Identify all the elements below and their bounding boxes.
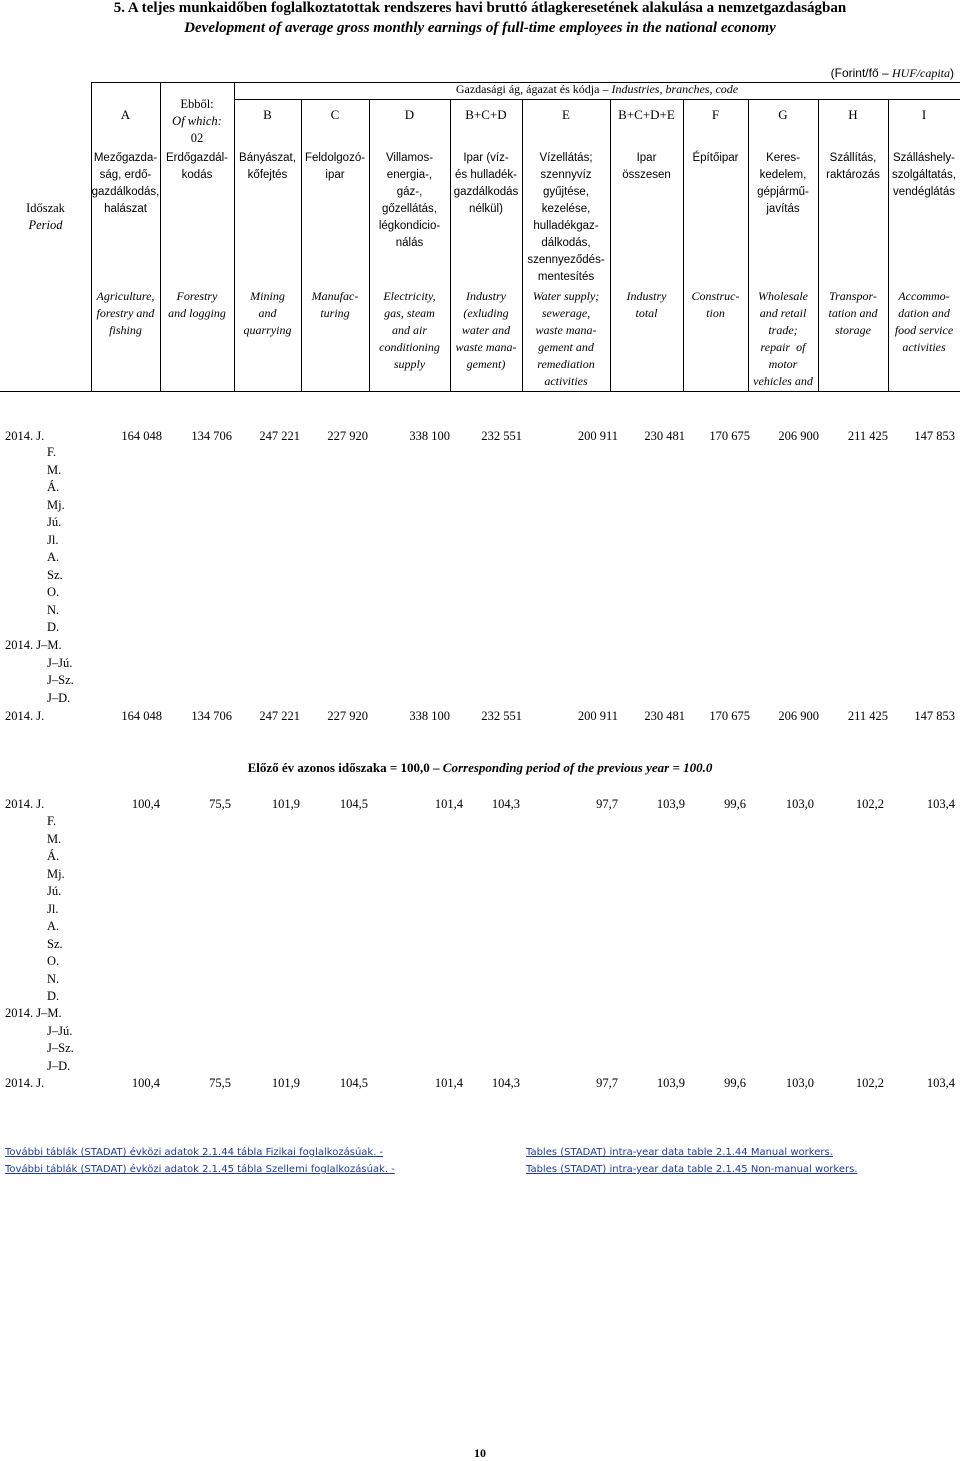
col-d-hu: Villamos- energia-, gáz-, gőzellátás, légkondicio- nálás — [378, 152, 441, 249]
cumulative-label: J–Jú. — [47, 1023, 73, 1038]
value-cell: 103,4 — [926, 797, 955, 811]
col-bcde-hu: Ipar összesen — [622, 152, 671, 181]
col-divider — [301, 99, 302, 392]
cumulative-label: 2014. J–M. — [5, 1006, 62, 1020]
value-cell: 200 911 — [577, 709, 618, 723]
unit-label: (Forint/fő – HUF/capita) — [830, 66, 954, 80]
value-cell: 97,7 — [596, 797, 618, 811]
col-b-hu: Bányászat, kőfejtés — [239, 152, 296, 181]
value-cell: 103,9 — [656, 797, 685, 811]
col-d-en: Electricity, gas, steam and air conditioning supply — [379, 289, 440, 371]
month-label: M. — [47, 462, 62, 477]
col-a-hu: Mezőgazda- ság, erdő- gazdálkodás, halászat — [91, 152, 160, 215]
col-divider — [91, 82, 92, 392]
header-bottom-rule — [0, 391, 960, 392]
value-cell: 104,5 — [339, 797, 368, 811]
value-cell: 103,0 — [785, 797, 814, 811]
code-b: B — [263, 107, 272, 122]
code-02-num: 02 — [190, 131, 204, 145]
value-cell: 164 048 — [121, 709, 162, 723]
month-label: Mj. — [47, 497, 65, 512]
cumulative-label: J–D. — [47, 1058, 71, 1073]
month-label: F. — [47, 814, 57, 828]
code-bcde: B+C+D+E — [618, 107, 675, 122]
link-stadat-manual-en[interactable]: Tables (STADAT) intra-year data table 2.1.44 Manual workers. — [526, 1147, 833, 1158]
group-rule — [234, 99, 960, 100]
period-header — [0, 200, 91, 234]
col-c-hu: Feldolgozó- ipar — [304, 152, 366, 181]
col-e-en: Water supply; sewerage, waste mana- gement and remediation activities — [532, 289, 600, 388]
code-a: A — [120, 107, 131, 122]
col-bcd-en: Industry (exluding water and waste mana- gement) — [455, 289, 517, 371]
col-g-hu: Keres- kedelem, gépjármű- javítás — [757, 152, 809, 215]
value-cell: 103,4 — [926, 1076, 955, 1090]
month-label: D. — [47, 620, 60, 634]
value-cell: 200 911 — [577, 429, 618, 443]
value-cell: 338 100 — [409, 429, 450, 443]
title-en: Development of average gross monthly earnings of full-time employees in the national economy — [184, 20, 776, 36]
row-label: 2014. J. — [5, 429, 45, 443]
value-cell: 247 221 — [259, 429, 300, 443]
value-cell: 75,5 — [209, 797, 231, 811]
value-cell: 230 481 — [644, 709, 685, 723]
col-02-en: Forestry and logging — [168, 289, 226, 320]
value-cell: 206 900 — [778, 429, 819, 443]
value-cell: 97,7 — [596, 1076, 618, 1090]
code-g: G — [778, 107, 788, 122]
table-row — [0, 796, 960, 813]
value-cell: 100,4 — [131, 1076, 160, 1090]
code-bcd: B+C+D — [465, 107, 507, 122]
month-label: A. — [47, 919, 60, 933]
period-en: Period — [28, 218, 63, 232]
value-cell: 206 900 — [778, 709, 819, 723]
value-cell: 99,6 — [724, 797, 746, 811]
value-cell: 101,9 — [271, 797, 300, 811]
page-number: 10 — [474, 1446, 486, 1460]
month-label: N. — [47, 602, 60, 617]
value-cell: 101,4 — [434, 797, 463, 811]
code-f: F — [711, 107, 720, 122]
code-i: I — [921, 107, 927, 122]
col-f-hu: Építőipar — [692, 152, 739, 164]
cumulative-label: 2014. J–M. — [5, 638, 62, 652]
cumulative-list — [5, 637, 74, 707]
month-label: N. — [47, 971, 60, 986]
code-02-label: Ebből: — [180, 97, 214, 111]
value-cell: 232 551 — [481, 429, 522, 443]
value-cell: 102,2 — [855, 1076, 884, 1090]
code-e: E — [562, 107, 570, 122]
col-02-hu: Erdőgazdál- kodás — [165, 152, 228, 181]
value-cell: 230 481 — [644, 429, 685, 443]
month-label: O. — [47, 954, 60, 968]
month-label: Sz. — [47, 936, 63, 951]
month-label: O. — [47, 585, 60, 599]
value-cell: 103,9 — [656, 1076, 685, 1090]
value-cell: 247 221 — [259, 709, 300, 723]
value-cell: 147 853 — [914, 709, 955, 723]
table-row — [0, 708, 960, 725]
col-divider — [683, 99, 684, 392]
value-cell: 102,2 — [855, 797, 884, 811]
value-cell: 227 920 — [327, 429, 368, 443]
col-bcd-hu: Ipar (víz- és hulladék- gazdálkodás nélkül) — [453, 152, 519, 215]
value-cell: 170 675 — [709, 429, 750, 443]
value-cell: 227 920 — [327, 709, 368, 723]
col-a-en: Agriculture, forestry and fishing — [96, 289, 155, 337]
col-b-en: Mining and quarrying — [243, 289, 292, 337]
value-cell: 232 551 — [481, 709, 522, 723]
month-label: Á. — [47, 849, 60, 863]
value-cell: 75,5 — [209, 1076, 231, 1090]
col-i-en: Accommo- dation and food service activities — [894, 289, 954, 354]
month-label: M. — [47, 831, 62, 846]
cumulative-list — [5, 1005, 74, 1075]
col-h-hu: Szállítás, raktározás — [826, 152, 880, 181]
code-c: C — [330, 107, 340, 122]
value-cell: 104,3 — [491, 797, 520, 811]
value-cell: 103,0 — [785, 1076, 814, 1090]
value-cell: 211 425 — [847, 429, 888, 443]
value-cell: 101,4 — [434, 1076, 463, 1090]
month-list — [47, 444, 65, 637]
value-cell: 164 048 — [121, 429, 162, 443]
value-cell: 104,3 — [491, 1076, 520, 1090]
value-cell: 99,6 — [724, 1076, 746, 1090]
month-label: Jú. — [47, 515, 62, 529]
col-divider — [818, 99, 819, 392]
row-label: 2014. J. — [5, 709, 45, 723]
value-cell: 104,5 — [339, 1076, 368, 1090]
value-cell: 338 100 — [409, 709, 450, 723]
month-label: Mj. — [47, 866, 65, 881]
row-label: 2014. J. — [5, 1076, 45, 1090]
col-divider — [610, 99, 611, 392]
month-list — [47, 813, 65, 1006]
value-cell: 101,9 — [271, 1076, 300, 1090]
month-label: F. — [47, 445, 57, 459]
row-label: 2014. J. — [5, 797, 45, 811]
col-e-hu: Vízellátás; szennyvíz gyűjtése, kezelése, hulladékgaz- dálkodás, szennyeződés- mentesítés — [527, 152, 605, 283]
month-label: Jl. — [47, 901, 59, 916]
table-row — [0, 1075, 960, 1092]
value-cell: 134 706 — [191, 709, 232, 723]
col-c-en: Manufac- turing — [311, 289, 359, 320]
value-cell: 170 675 — [709, 709, 750, 723]
link-stadat-manual-hu[interactable]: További táblák (STADAT) évközi adatok 2.1.44 tábla Fizikai foglalkozásúak. - — [5, 1147, 384, 1158]
table-row — [0, 428, 960, 445]
value-cell: 147 853 — [914, 429, 955, 443]
month-label: Á. — [47, 480, 60, 494]
month-label: Jú. — [47, 884, 62, 898]
col-g-en: Wholesale and retail trade; repair of motor vehicles and — [753, 289, 813, 388]
col-i-hu: Szálláshely- szolgáltatás, vendéglátás — [892, 152, 956, 198]
month-label: A. — [47, 550, 60, 564]
cumulative-label: J–D. — [47, 690, 71, 705]
code-h: H — [848, 107, 858, 122]
col-h-en: Transpor- tation and storage — [828, 289, 878, 337]
cumulative-label: J–Jú. — [47, 655, 73, 670]
value-cell: 211 425 — [847, 709, 888, 723]
link-stadat-nonmanual-en[interactable]: Tables (STADAT) intra-year data table 2.1.45 Non-manual workers. — [526, 1164, 858, 1175]
month-label: Sz. — [47, 567, 63, 582]
industry-group-header: Gazdasági ág, ágazat és kódja – Industries, branches, code — [455, 82, 739, 96]
cumulative-label: J–Sz. — [47, 673, 74, 687]
col-divider — [234, 82, 235, 392]
code-02 — [160, 96, 234, 147]
title-hu: 5. A teljes munkaidőben foglalkoztatottak rendszeres havi bruttó átlagkeresetének alakulása a nemzetgazdaságban — [113, 0, 847, 16]
value-cell: 134 706 — [191, 429, 232, 443]
month-label: Jl. — [47, 532, 59, 547]
link-stadat-nonmanual-hu[interactable]: További táblák (STADAT) évközi adatok 2.1.45 tábla Szellemi foglalkozásúak. - — [5, 1164, 395, 1175]
col-f-en: Construc- tion — [691, 289, 740, 320]
code-d: D — [404, 107, 415, 122]
period-hu: Időszak — [26, 201, 65, 215]
month-label: D. — [47, 989, 60, 1003]
cumulative-label: J–Sz. — [47, 1041, 74, 1055]
section2-title: Előző év azonos időszaka = 100,0 – Corresponding period of the previous year = 100.0 — [247, 760, 713, 775]
code-02-sub: Of which: — [172, 114, 222, 128]
col-bcde-en: Industry total — [626, 289, 667, 320]
value-cell: 100,4 — [131, 797, 160, 811]
